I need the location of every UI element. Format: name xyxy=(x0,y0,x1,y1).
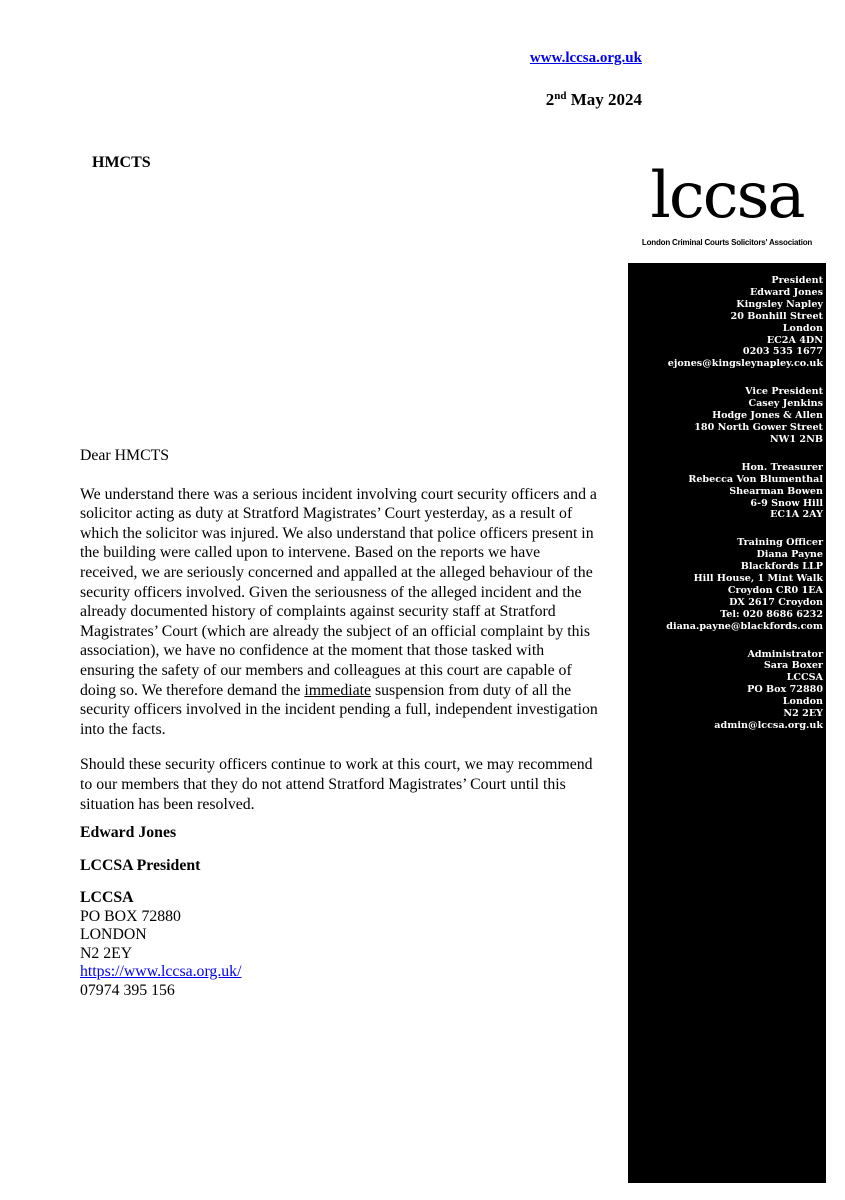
emphasis-immediate: immediate xyxy=(304,681,372,699)
lccsa-logo xyxy=(628,159,826,247)
officer-detail: diana.payne@blackfords.com xyxy=(666,620,823,632)
officer-detail: ejones@kingsleynapley.co.uk xyxy=(667,358,823,370)
officer-detail: DX 2617 Croydon xyxy=(729,596,823,608)
officer-role: Training Officer xyxy=(737,537,823,549)
officer-detail: Rebecca Von Blumenthal xyxy=(688,473,823,485)
officer-detail: London xyxy=(782,322,823,334)
officer-role: Hon. Treasurer xyxy=(741,461,823,473)
officer-detail: 6-9 Snow Hill xyxy=(750,497,823,509)
officers-sidebar xyxy=(628,263,826,1183)
logo-wordmark: lccsa xyxy=(650,159,804,233)
officer-detail: London xyxy=(782,696,823,708)
logo-subtitle: London Criminal Courts Solicitors' Association xyxy=(641,238,813,247)
signatory-title: LCCSA President xyxy=(80,857,201,874)
letter-body xyxy=(80,446,600,830)
officer-detail: NW1 2NB xyxy=(769,433,823,445)
officer-role: President xyxy=(771,275,823,286)
officer-block xyxy=(628,537,823,632)
officer-block xyxy=(628,462,823,522)
officer-role: Vice President xyxy=(745,386,823,398)
address-line: N2 2EY xyxy=(80,944,133,962)
officer-detail: Shearman Bowen xyxy=(729,485,823,497)
officer-detail: 20 Bonhill Street xyxy=(730,310,823,322)
letter-date: 2nd May 2024 xyxy=(545,90,642,109)
sender-phone: 07974 395 156 xyxy=(80,981,175,999)
officer-detail: PO Box 72880 xyxy=(747,684,823,696)
paragraph-2: Should these security officers continue to work at this court, we may recommend to our members that they do not attend Stratford Magistrates’ Court until this situation has been resolved. xyxy=(80,756,593,813)
address-line: PO BOX 72880 xyxy=(80,907,181,925)
sender-org: LCCSA xyxy=(80,889,134,906)
officer-detail: Hodge Jones & Allen xyxy=(712,410,823,422)
paragraph-1: We understand there was a serious incident involving court security officers and a solicitor acting as duty at Stratford Magistrates’ Court yesterday, as a result of which the solicitor was injured. We also understand that police officers present in the building were called upon to intervene. Based on the reports we have received, we are seriously concerned and appalled at the alleged behaviour of the security officers involved. Given the seriousness of the alleged incident and the already documented history of complaints against security staff at Stratford Magistrates’ Court (which are already the subject of an official complaint by this association), we have no confidence at the moment that those tasked with ensuring the safety of our members and colleagues at this court are capable of doing so. We therefore demand the immediate suspension from duty of all the security officers involved in the incident pending a full, independent investigation into the facts. xyxy=(80,485,598,738)
officer-block xyxy=(628,649,823,732)
officer-detail: 180 North Gower Street xyxy=(694,421,823,433)
signatory-name: Edward Jones xyxy=(80,824,177,841)
sender-address xyxy=(80,889,241,1001)
officer-detail: Diana Payne xyxy=(756,549,823,561)
officer-detail: admin@lccsa.org.uk xyxy=(714,720,823,731)
officer-detail: EC2A 4DN xyxy=(766,334,823,346)
officer-detail: Blackfords LLP xyxy=(740,561,823,573)
officer-detail: Tel: 020 8686 6232 xyxy=(720,608,823,620)
officer-detail: EC1A 2AY xyxy=(770,509,823,521)
address-line: LONDON xyxy=(80,926,147,944)
officer-detail: Casey Jenkins xyxy=(748,398,823,410)
officer-detail: Hill House, 1 Mint Walk xyxy=(693,573,823,585)
website-link[interactable]: www.lccsa.org.uk xyxy=(529,50,642,66)
officer-detail: N2 2EY xyxy=(783,708,823,720)
salutation: Dear HMCTS xyxy=(80,447,170,464)
addressee: HMCTS xyxy=(92,154,151,171)
officer-block xyxy=(628,275,823,370)
officer-detail: Kingsley Napley xyxy=(736,298,823,310)
officer-detail: Sara Boxer xyxy=(763,660,823,672)
officer-block xyxy=(628,386,823,446)
officer-detail: LCCSA xyxy=(786,672,823,684)
officer-detail: 0203 535 1677 xyxy=(742,346,823,358)
officer-detail: Croydon CR0 1EA xyxy=(727,584,823,596)
sender-website-link[interactable]: https://www.lccsa.org.uk/ xyxy=(80,963,242,981)
officer-role: Administrator xyxy=(747,648,823,660)
officer-detail: Edward Jones xyxy=(749,286,823,298)
